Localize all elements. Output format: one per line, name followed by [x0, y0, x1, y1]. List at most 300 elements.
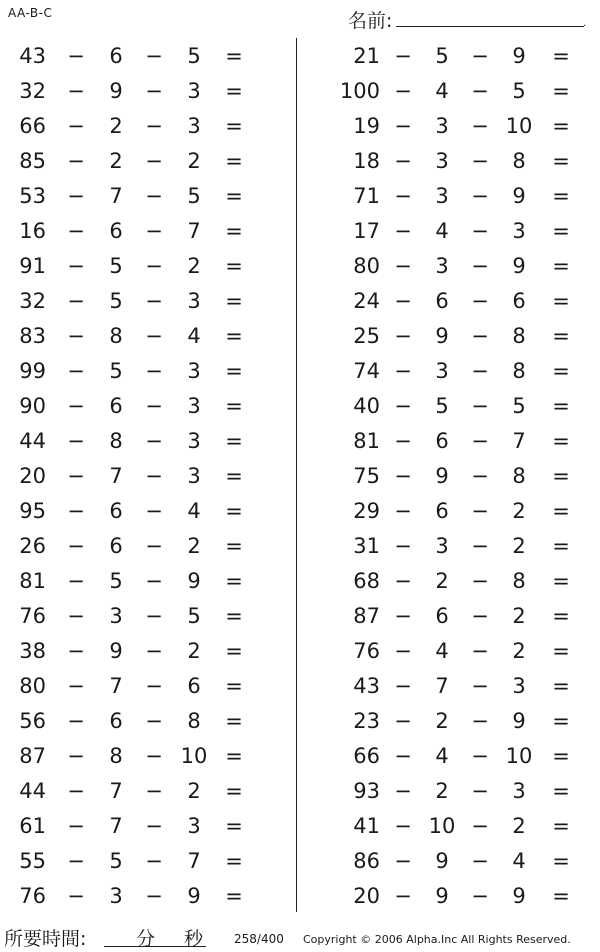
first-subtrahend: 5	[109, 254, 123, 278]
minuend: 61	[19, 814, 46, 838]
minuend: 87	[353, 604, 380, 628]
equals-sign: =	[225, 184, 243, 208]
name-line-end: .	[583, 18, 587, 29]
first-subtrahend: 10	[428, 814, 456, 838]
minuend: 75	[353, 464, 380, 488]
minus-sign: −	[394, 394, 412, 418]
minus-sign: −	[67, 814, 85, 838]
right-problem-row	[0, 598, 600, 633]
minuend: 85	[19, 149, 46, 173]
minus-sign: −	[67, 219, 85, 243]
first-subtrahend: 6	[109, 534, 123, 558]
right-problem-row	[0, 353, 600, 388]
minus-sign: −	[394, 569, 412, 593]
equals-sign: =	[552, 324, 570, 348]
equals-sign: =	[225, 499, 243, 523]
equals-sign: =	[225, 779, 243, 803]
second-subtrahend: 3	[187, 814, 201, 838]
first-subtrahend: 6	[109, 499, 123, 523]
minus-sign: −	[471, 429, 489, 453]
first-subtrahend: 2	[109, 149, 123, 173]
minuend: 26	[19, 534, 46, 558]
minus-sign: −	[67, 639, 85, 663]
minus-sign: −	[471, 709, 489, 733]
second-subtrahend: 8	[512, 569, 526, 593]
equals-sign: =	[552, 359, 570, 383]
right-problem-row	[0, 108, 600, 143]
first-subtrahend: 5	[109, 359, 123, 383]
minus-sign: −	[67, 569, 85, 593]
equals-sign: =	[225, 219, 243, 243]
minuend: 86	[353, 849, 380, 873]
equals-sign: =	[225, 149, 243, 173]
second-subtrahend: 3	[187, 359, 201, 383]
first-subtrahend: 2	[435, 709, 449, 733]
equals-sign: =	[225, 289, 243, 313]
minuend: 95	[19, 499, 46, 523]
second-subtrahend: 6	[187, 674, 201, 698]
minuend: 43	[353, 674, 380, 698]
minuend: 56	[19, 709, 46, 733]
minus-sign: −	[394, 464, 412, 488]
minuend: 43	[19, 44, 46, 68]
first-subtrahend: 6	[109, 394, 123, 418]
right-problem-row	[0, 388, 600, 423]
minus-sign: −	[145, 359, 163, 383]
minuend: 90	[19, 394, 46, 418]
first-subtrahend: 5	[435, 44, 449, 68]
second-subtrahend: 2	[187, 534, 201, 558]
right-problem-row	[0, 738, 600, 773]
right-problem-row	[0, 878, 600, 913]
minus-sign: −	[471, 219, 489, 243]
first-subtrahend: 4	[435, 639, 449, 663]
first-subtrahend: 9	[109, 79, 123, 103]
minus-sign: −	[471, 534, 489, 558]
minus-sign: −	[67, 849, 85, 873]
name-underline	[396, 26, 584, 27]
second-subtrahend: 3	[187, 429, 201, 453]
first-subtrahend: 6	[435, 604, 449, 628]
right-problem-row	[0, 458, 600, 493]
minus-sign: −	[145, 674, 163, 698]
minus-sign: −	[394, 324, 412, 348]
minus-sign: −	[471, 79, 489, 103]
equals-sign: =	[225, 569, 243, 593]
right-problem-row	[0, 563, 600, 598]
worksheet-code: AA-B-C	[8, 6, 53, 20]
equals-sign: =	[552, 744, 570, 768]
first-subtrahend: 3	[435, 114, 449, 138]
minus-sign: −	[67, 779, 85, 803]
equals-sign: =	[552, 429, 570, 453]
first-subtrahend: 3	[435, 254, 449, 278]
minus-sign: −	[67, 394, 85, 418]
first-subtrahend: 7	[109, 464, 123, 488]
page-number: 258/400	[234, 932, 284, 946]
first-subtrahend: 3	[435, 149, 449, 173]
minus-sign: −	[67, 324, 85, 348]
minus-sign: −	[394, 219, 412, 243]
equals-sign: =	[552, 779, 570, 803]
first-subtrahend: 3	[435, 359, 449, 383]
equals-sign: =	[552, 814, 570, 838]
minus-sign: −	[394, 674, 412, 698]
second-subtrahend: 5	[512, 79, 526, 103]
minuend: 81	[353, 429, 380, 453]
second-subtrahend: 3	[187, 394, 201, 418]
minuend: 19	[353, 114, 380, 138]
equals-sign: =	[552, 219, 570, 243]
first-subtrahend: 2	[109, 114, 123, 138]
second-subtrahend: 9	[187, 884, 201, 908]
minus-sign: −	[67, 744, 85, 768]
second-subtrahend: 4	[187, 499, 201, 523]
first-subtrahend: 9	[435, 464, 449, 488]
minus-sign: −	[394, 44, 412, 68]
minus-sign: −	[145, 569, 163, 593]
second-subtrahend: 9	[512, 44, 526, 68]
minus-sign: −	[394, 289, 412, 313]
minus-sign: −	[471, 149, 489, 173]
second-subtrahend: 2	[512, 604, 526, 628]
minuend: 99	[19, 359, 46, 383]
second-subtrahend: 2	[187, 149, 201, 173]
first-subtrahend: 6	[435, 289, 449, 313]
first-subtrahend: 6	[435, 499, 449, 523]
minuend: 80	[19, 674, 46, 698]
minuend: 66	[19, 114, 46, 138]
second-subtrahend: 8	[512, 464, 526, 488]
first-subtrahend: 4	[435, 219, 449, 243]
equals-sign: =	[552, 44, 570, 68]
minus-sign: −	[471, 639, 489, 663]
minus-sign: −	[145, 324, 163, 348]
first-subtrahend: 3	[109, 604, 123, 628]
minus-sign: −	[67, 464, 85, 488]
first-subtrahend: 6	[109, 709, 123, 733]
minuend: 83	[19, 324, 46, 348]
minus-sign: −	[394, 779, 412, 803]
second-subtrahend: 3	[512, 219, 526, 243]
minus-sign: −	[145, 639, 163, 663]
minus-sign: −	[394, 744, 412, 768]
minus-sign: −	[394, 814, 412, 838]
second-subtrahend: 7	[187, 219, 201, 243]
second-subtrahend: 8	[512, 149, 526, 173]
minus-sign: −	[67, 289, 85, 313]
minus-sign: −	[394, 184, 412, 208]
minus-sign: −	[67, 674, 85, 698]
minus-sign: −	[145, 219, 163, 243]
minus-sign: −	[394, 429, 412, 453]
minus-sign: −	[394, 359, 412, 383]
second-subtrahend: 3	[512, 779, 526, 803]
minuend: 29	[353, 499, 380, 523]
second-subtrahend: 9	[512, 184, 526, 208]
second-subtrahend: 10	[180, 744, 208, 768]
equals-sign: =	[552, 884, 570, 908]
right-problem-row	[0, 213, 600, 248]
equals-sign: =	[225, 709, 243, 733]
minuend: 91	[19, 254, 46, 278]
minuend: 38	[19, 639, 46, 663]
second-subtrahend: 3	[187, 114, 201, 138]
first-subtrahend: 7	[435, 674, 449, 698]
first-subtrahend: 9	[435, 884, 449, 908]
minus-sign: −	[67, 359, 85, 383]
minus-sign: −	[145, 44, 163, 68]
first-subtrahend: 6	[109, 44, 123, 68]
minus-sign: −	[145, 289, 163, 313]
minutes-label: 分	[136, 928, 156, 950]
equals-sign: =	[225, 674, 243, 698]
first-subtrahend: 6	[109, 219, 123, 243]
minus-sign: −	[471, 569, 489, 593]
minus-sign: −	[67, 604, 85, 628]
second-subtrahend: 3	[187, 464, 201, 488]
first-subtrahend: 3	[435, 184, 449, 208]
equals-sign: =	[225, 44, 243, 68]
minus-sign: −	[145, 499, 163, 523]
equals-sign: =	[552, 114, 570, 138]
first-subtrahend: 3	[435, 534, 449, 558]
minus-sign: −	[67, 534, 85, 558]
minus-sign: −	[145, 79, 163, 103]
right-problem-row	[0, 248, 600, 283]
first-subtrahend: 6	[435, 429, 449, 453]
minus-sign: −	[67, 44, 85, 68]
right-problem-row	[0, 38, 600, 73]
minus-sign: −	[471, 744, 489, 768]
equals-sign: =	[225, 604, 243, 628]
first-subtrahend: 4	[435, 79, 449, 103]
minuend: 100	[339, 79, 380, 103]
minuend: 44	[19, 429, 46, 453]
second-subtrahend: 9	[512, 884, 526, 908]
minus-sign: −	[394, 149, 412, 173]
equals-sign: =	[552, 569, 570, 593]
minus-sign: −	[471, 394, 489, 418]
second-subtrahend: 2	[512, 814, 526, 838]
minus-sign: −	[471, 499, 489, 523]
minus-sign: −	[67, 254, 85, 278]
minuend: 44	[19, 779, 46, 803]
second-subtrahend: 2	[512, 534, 526, 558]
minus-sign: −	[471, 779, 489, 803]
minus-sign: −	[471, 849, 489, 873]
first-subtrahend: 7	[109, 814, 123, 838]
minus-sign: −	[394, 534, 412, 558]
equals-sign: =	[552, 849, 570, 873]
first-subtrahend: 3	[109, 884, 123, 908]
right-problem-row	[0, 178, 600, 213]
minus-sign: −	[145, 709, 163, 733]
equals-sign: =	[225, 114, 243, 138]
minuend: 55	[19, 849, 46, 873]
second-subtrahend: 8	[187, 709, 201, 733]
equals-sign: =	[552, 534, 570, 558]
minus-sign: −	[471, 114, 489, 138]
second-subtrahend: 9	[187, 569, 201, 593]
equals-sign: =	[552, 254, 570, 278]
second-subtrahend: 2	[187, 639, 201, 663]
minus-sign: −	[394, 254, 412, 278]
second-subtrahend: 2	[512, 639, 526, 663]
minuend: 66	[353, 744, 380, 768]
second-subtrahend: 7	[187, 849, 201, 873]
first-subtrahend: 7	[109, 779, 123, 803]
minus-sign: −	[145, 604, 163, 628]
equals-sign: =	[552, 709, 570, 733]
minus-sign: −	[394, 639, 412, 663]
second-subtrahend: 5	[512, 394, 526, 418]
first-subtrahend: 5	[109, 569, 123, 593]
minuend: 20	[353, 884, 380, 908]
second-subtrahend: 10	[505, 744, 533, 768]
equals-sign: =	[225, 639, 243, 663]
first-subtrahend: 9	[435, 324, 449, 348]
right-problem-row	[0, 703, 600, 738]
minus-sign: −	[471, 674, 489, 698]
minuend: 71	[353, 184, 380, 208]
minuend: 53	[19, 184, 46, 208]
minus-sign: −	[145, 534, 163, 558]
second-subtrahend: 3	[512, 674, 526, 698]
minus-sign: −	[145, 884, 163, 908]
minus-sign: −	[394, 849, 412, 873]
minus-sign: −	[67, 429, 85, 453]
second-subtrahend: 6	[512, 289, 526, 313]
equals-sign: =	[225, 534, 243, 558]
minuend: 20	[19, 464, 46, 488]
minus-sign: −	[394, 114, 412, 138]
second-subtrahend: 5	[187, 184, 201, 208]
minus-sign: −	[145, 394, 163, 418]
equals-sign: =	[552, 464, 570, 488]
first-subtrahend: 2	[435, 569, 449, 593]
equals-sign: =	[552, 499, 570, 523]
first-subtrahend: 5	[109, 849, 123, 873]
right-problem-row	[0, 528, 600, 563]
first-subtrahend: 4	[435, 744, 449, 768]
equals-sign: =	[225, 254, 243, 278]
minus-sign: −	[394, 499, 412, 523]
minuend: 40	[353, 394, 380, 418]
minuend: 87	[19, 744, 46, 768]
minuend: 74	[353, 359, 380, 383]
minus-sign: −	[145, 429, 163, 453]
minus-sign: −	[145, 849, 163, 873]
minuend: 18	[353, 149, 380, 173]
first-subtrahend: 5	[109, 289, 123, 313]
minuend: 32	[19, 79, 46, 103]
minus-sign: −	[145, 464, 163, 488]
right-problem-row	[0, 843, 600, 878]
equals-sign: =	[225, 394, 243, 418]
equals-sign: =	[225, 324, 243, 348]
minus-sign: −	[471, 604, 489, 628]
first-subtrahend: 8	[109, 429, 123, 453]
equals-sign: =	[225, 744, 243, 768]
minus-sign: −	[394, 79, 412, 103]
minus-sign: −	[471, 814, 489, 838]
minus-sign: −	[67, 884, 85, 908]
name-area	[348, 6, 588, 30]
minuend: 76	[19, 884, 46, 908]
minus-sign: −	[471, 464, 489, 488]
minuend: 31	[353, 534, 380, 558]
minuend: 17	[353, 219, 380, 243]
minuend: 76	[353, 639, 380, 663]
first-subtrahend: 7	[109, 184, 123, 208]
minus-sign: −	[67, 184, 85, 208]
second-subtrahend: 2	[187, 779, 201, 803]
equals-sign: =	[225, 849, 243, 873]
equals-sign: =	[552, 184, 570, 208]
minus-sign: −	[471, 359, 489, 383]
minuend: 80	[353, 254, 380, 278]
right-problem-row	[0, 423, 600, 458]
minus-sign: −	[145, 149, 163, 173]
right-problem-row	[0, 318, 600, 353]
equals-sign: =	[225, 814, 243, 838]
second-subtrahend: 5	[187, 604, 201, 628]
minuend: 81	[19, 569, 46, 593]
minus-sign: −	[471, 254, 489, 278]
equals-sign: =	[225, 79, 243, 103]
right-problem-row	[0, 143, 600, 178]
minus-sign: −	[145, 744, 163, 768]
right-problem-row	[0, 73, 600, 108]
second-subtrahend: 9	[512, 709, 526, 733]
equals-sign: =	[552, 604, 570, 628]
right-problem-row	[0, 493, 600, 528]
right-problem-row	[0, 668, 600, 703]
second-subtrahend: 2	[187, 254, 201, 278]
first-subtrahend: 9	[435, 849, 449, 873]
equals-sign: =	[225, 429, 243, 453]
minuend: 25	[353, 324, 380, 348]
minus-sign: −	[145, 184, 163, 208]
minuend: 16	[19, 219, 46, 243]
second-subtrahend: 8	[512, 324, 526, 348]
first-subtrahend: 7	[109, 674, 123, 698]
second-subtrahend: 4	[512, 849, 526, 873]
minus-sign: −	[67, 709, 85, 733]
minus-sign: −	[67, 499, 85, 523]
second-subtrahend: 4	[187, 324, 201, 348]
second-subtrahend: 9	[512, 254, 526, 278]
equals-sign: =	[552, 674, 570, 698]
right-problem-row	[0, 283, 600, 318]
minus-sign: −	[471, 184, 489, 208]
equals-sign: =	[552, 394, 570, 418]
first-subtrahend: 2	[435, 779, 449, 803]
minus-sign: −	[67, 114, 85, 138]
minuend: 21	[353, 44, 380, 68]
minuend: 23	[353, 709, 380, 733]
second-subtrahend: 2	[512, 499, 526, 523]
minus-sign: −	[145, 114, 163, 138]
right-problem-row	[0, 633, 600, 668]
minus-sign: −	[471, 289, 489, 313]
minuend: 41	[353, 814, 380, 838]
equals-sign: =	[552, 639, 570, 663]
minus-sign: −	[471, 324, 489, 348]
second-subtrahend: 8	[512, 359, 526, 383]
minus-sign: −	[145, 814, 163, 838]
